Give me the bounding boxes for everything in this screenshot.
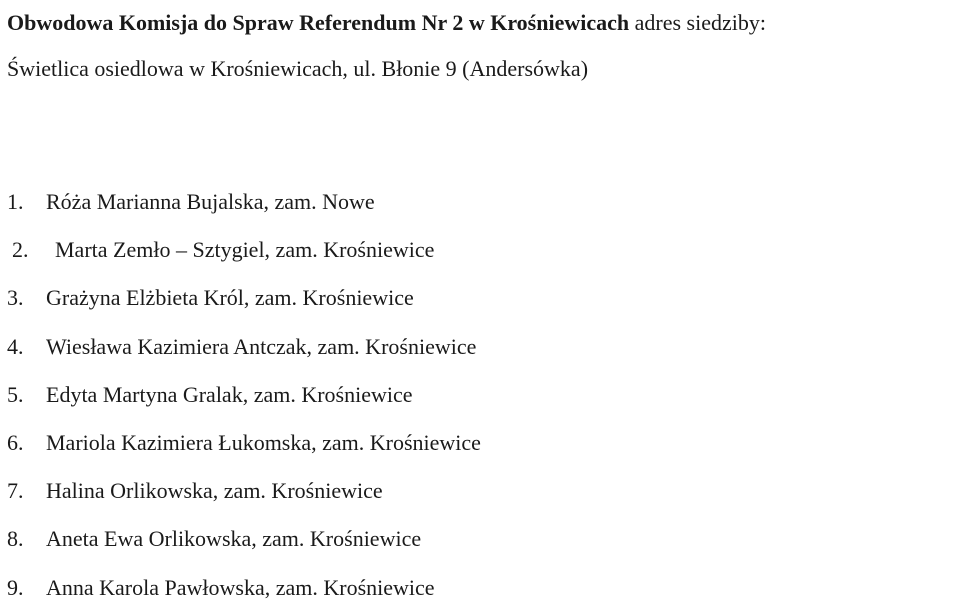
address-label: adres siedziby:: [629, 10, 766, 35]
member-item-8: [7, 515, 957, 563]
member-number: 1.: [7, 189, 24, 214]
document-header: [7, 0, 957, 92]
members-list: [7, 178, 957, 612]
address-line: Świetlica osiedlowa w Krośniewicach, ul. Błonie 9 (Andersówka): [7, 56, 589, 81]
commission-name: Obwodowa Komisja do Spraw Referendum Nr 2 w Krośniewicach: [7, 10, 630, 35]
member-text: Mariola Kazimiera Łukomska, zam. Krośniewice: [46, 430, 481, 456]
member-number: 2.: [12, 237, 29, 263]
member-number: 4.: [7, 333, 24, 359]
member-number: 9.: [7, 574, 24, 600]
member-text: Wiesława Kazimiera Antczak, zam. Krośniewice: [46, 333, 477, 359]
member-item-3: [7, 274, 957, 322]
member-text: Halina Orlikowska, zam. Krośniewice: [46, 478, 383, 504]
member-item-5: [7, 371, 957, 419]
member-item-2: [7, 226, 957, 274]
member-number: 8.: [7, 526, 24, 552]
member-text: Aneta Ewa Orlikowska, zam. Krośniewice: [46, 526, 422, 552]
member-text: Edyta Martyna Gralak, zam. Krośniewice: [46, 381, 413, 407]
member-number: 3.: [7, 285, 24, 311]
member-number: 6.: [7, 430, 24, 456]
member-text: Grażyna Elżbieta Król, zam. Krośniewice: [46, 285, 414, 311]
member-number: 5.: [7, 381, 24, 407]
header-title-line: [7, 0, 957, 46]
member-item-9: [7, 564, 957, 612]
member-item-6: [7, 419, 957, 467]
member-item-1: [7, 178, 957, 226]
member-item-7: [7, 467, 957, 515]
member-number: 7.: [7, 478, 24, 504]
member-text: Anna Karola Pawłowska, zam. Krośniewice: [46, 574, 435, 600]
member-text: Róża Marianna Bujalska, zam. Nowe: [46, 189, 375, 214]
member-item-4: [7, 323, 957, 371]
member-text: Marta Zemło – Sztygiel, zam. Krośniewice: [55, 237, 435, 263]
